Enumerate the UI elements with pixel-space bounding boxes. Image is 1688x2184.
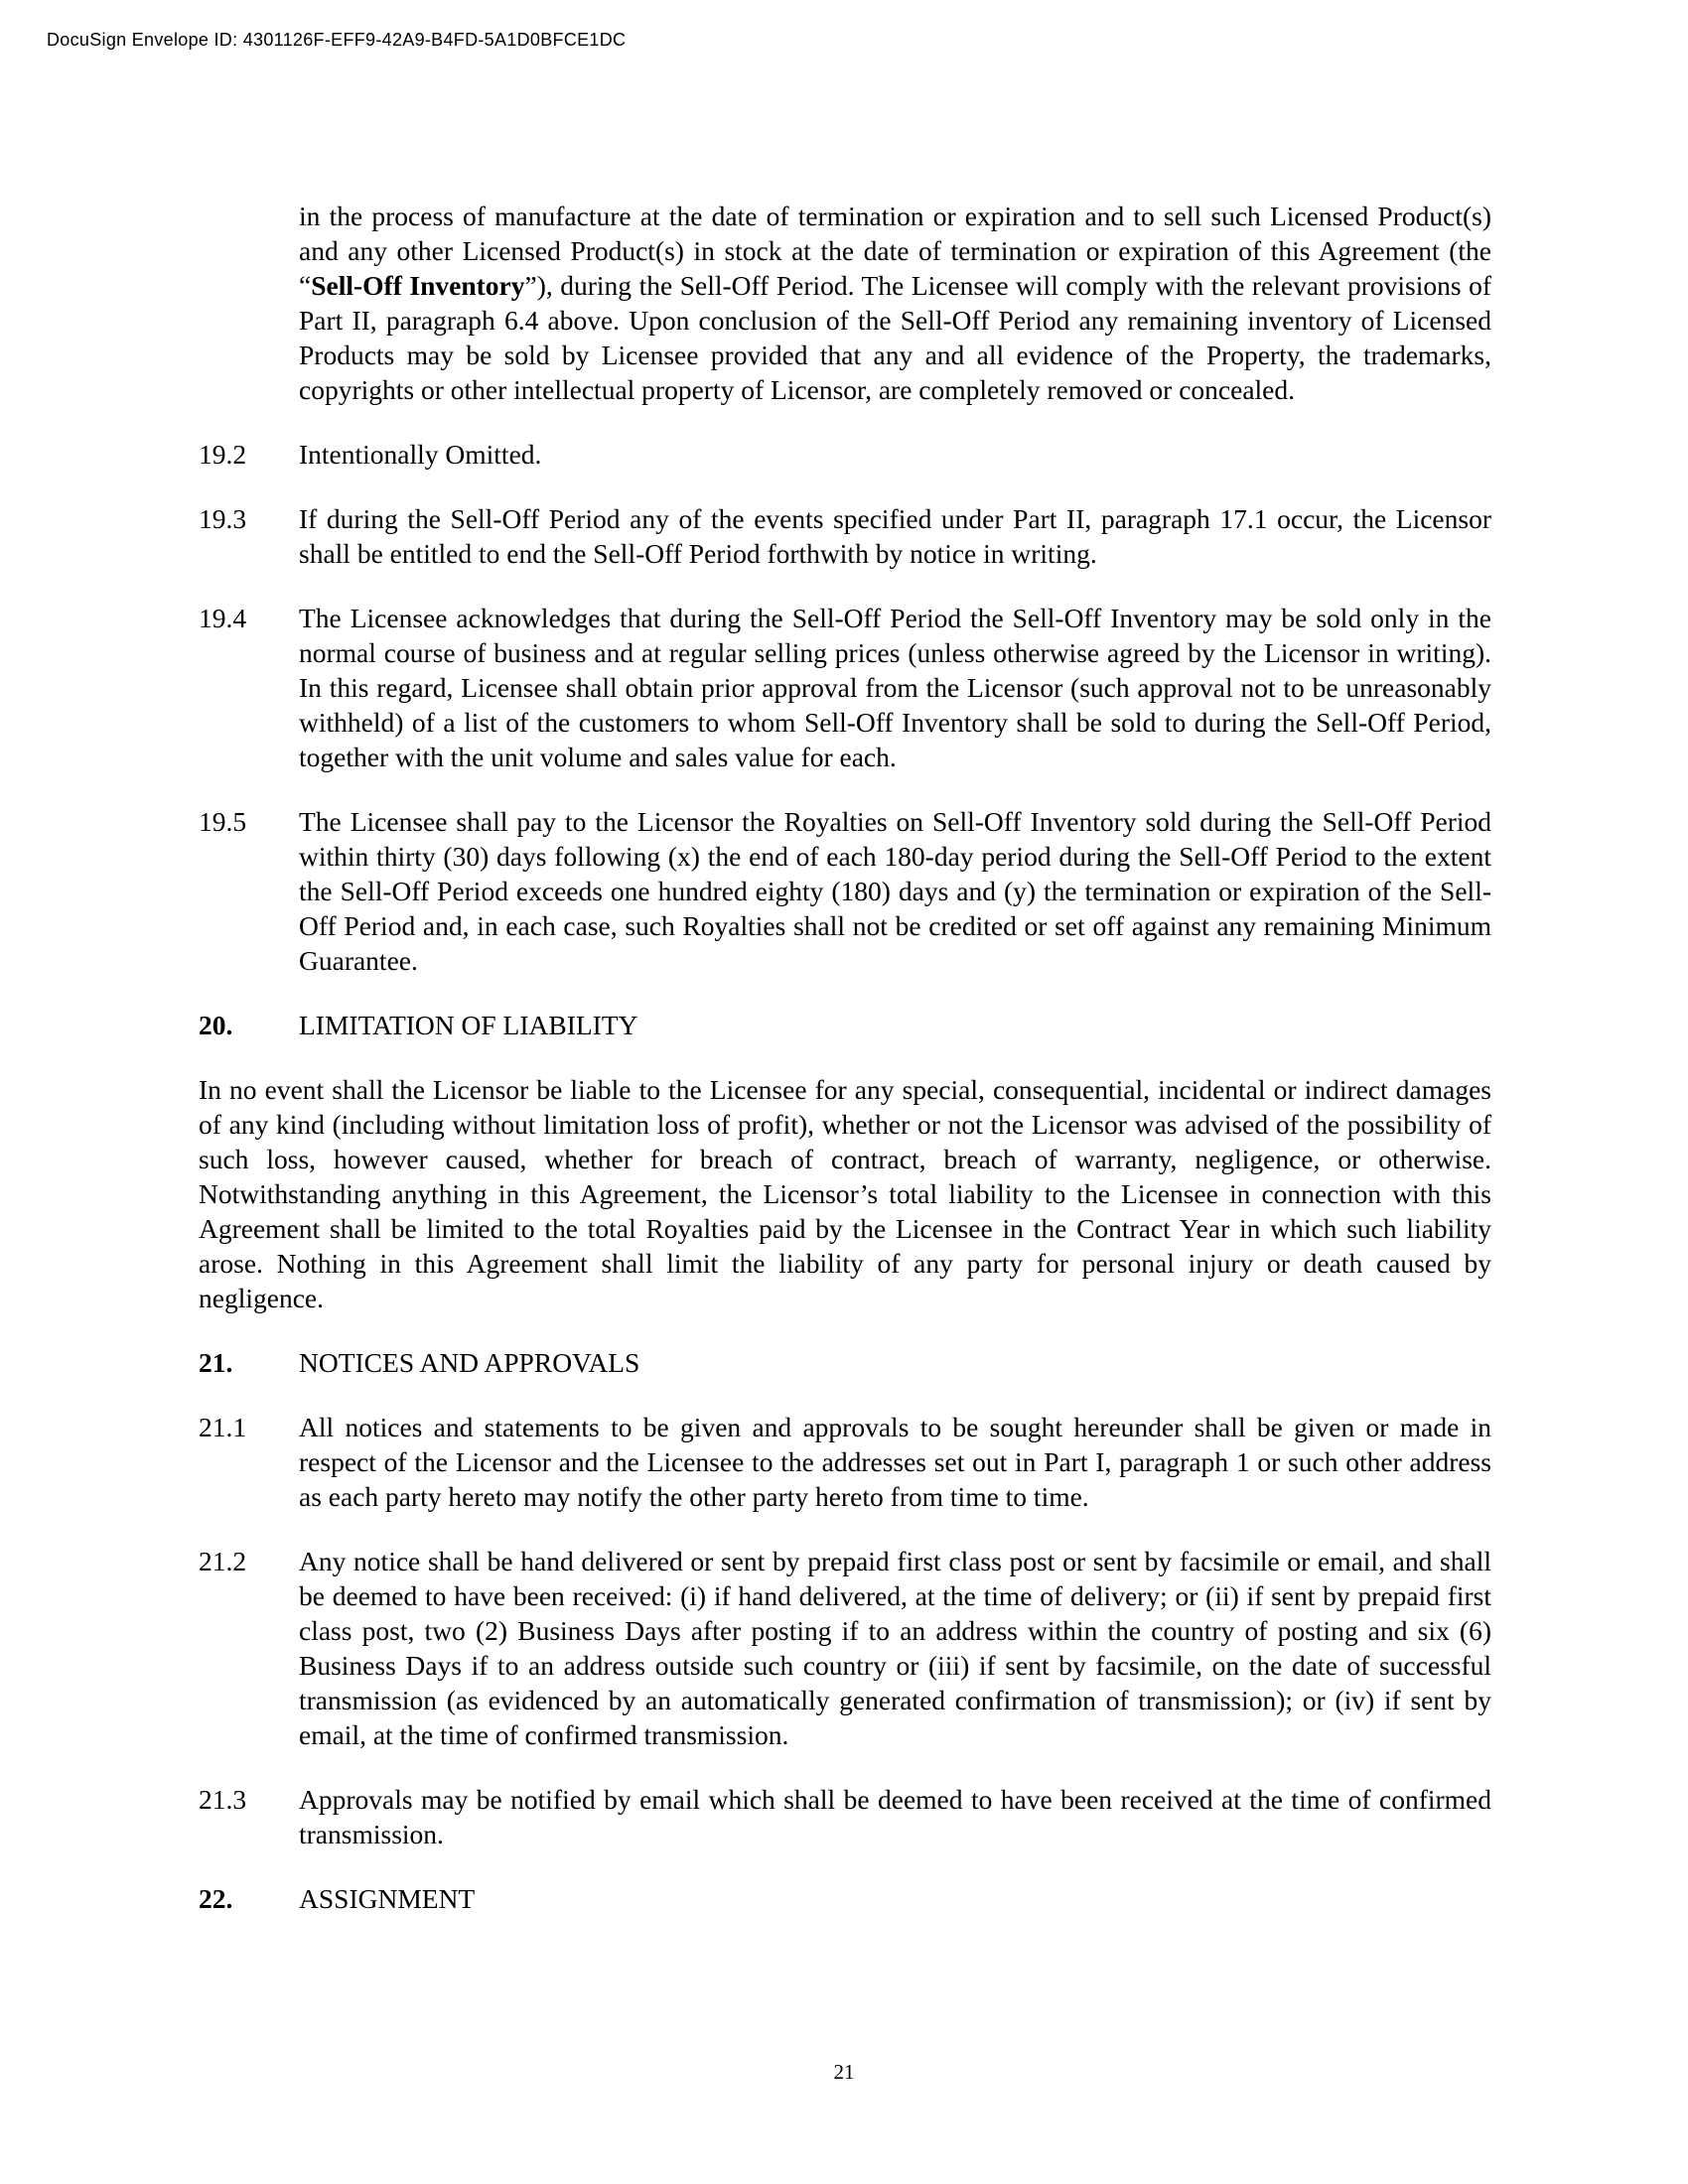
section-number: 21. <box>199 1347 233 1378</box>
clause-21-2 <box>199 1544 1491 1752</box>
section-21-heading <box>199 1345 1491 1380</box>
page-number: 21 <box>833 2060 855 2084</box>
clause-number: 21.2 <box>199 1546 247 1576</box>
clause-number: 19.2 <box>199 439 247 470</box>
clause-text: The Licensee acknowledges that during the Sell-Off Period the Sell-Off Inventory may be sold only in the normal course of business and at regular selling prices (unless otherwise agreed by the Licensor in writing). In this regard, Licensee shall obtain prior approval from the Licensor (such approval not to be unreasonably withheld) of a list of the customers to whom Sell-Off Inventory shall be sold to during the Sell-Off Period, together with the unit volume and sales value for each. <box>299 603 1491 772</box>
clause-text: Approvals may be notified by email which shall be deemed to have been received at the time of confirmed transmission. <box>299 1784 1491 1849</box>
page-content <box>199 199 1491 1946</box>
clause-text: All notices and statements to be given and approvals to be sought hereunder shall be given or made in respect of the Licensor and the Licensee to the addresses set out in Part I, paragraph 1 or such other address as each party hereto may notify the other party hereto from time to time. <box>299 1412 1491 1512</box>
clause-21-1 <box>199 1410 1491 1514</box>
clause-number: 19.5 <box>199 806 247 837</box>
clause-text: ”), during the Sell-Off Period. The Licensee will comply with the relevant provisions of Part II, paragraph 6.4 above. Upon conclusion of the Sell-Off Period any remaining inventory of Licensed Products may be sold by Licensee provided that any and all evidence of the Property, the trademarks, copyrights or other intellectual property of Licensor, are completely removed or concealed. <box>299 270 1491 405</box>
clause-text: in the process of manufacture at the date of termination or expiration and to sell such Licensed Product(s) and any other Licensed Product(s) in stock at the date of termination or expiration of this Agreement (the “ <box>299 201 1491 301</box>
section-title: NOTICES AND APPROVALS <box>299 1347 640 1378</box>
section-title: ASSIGNMENT <box>299 1883 476 1914</box>
section-22-heading <box>199 1881 1491 1916</box>
clause-19-1-continuation <box>299 199 1491 407</box>
clause-number: 19.4 <box>199 603 247 633</box>
clause-19-2 <box>199 437 1491 472</box>
clause-text: If during the Sell-Off Period any of the events specified under Part II, paragraph 17.1 occur, the Licensor shall be entitled to end the Sell-Off Period forthwith by notice in writing. <box>299 503 1491 569</box>
clause-number: 21.1 <box>199 1412 247 1442</box>
clause-19-5 <box>199 804 1491 978</box>
envelope-id: DocuSign Envelope ID: 4301126F-EFF9-42A9-B4FD-5A1D0BFCE1DC <box>47 30 627 50</box>
clause-text: Intentionally Omitted. <box>299 439 542 470</box>
section-number: 22. <box>199 1883 233 1914</box>
clause-number: 19.3 <box>199 503 247 534</box>
section-number: 20. <box>199 1010 233 1040</box>
section-20-body: In no event shall the Licensor be liable to the Licensee for any special, consequential, incidental or indirect damages of any kind (including without limitation loss of profit), whether or not the Licensor was advised of the possibility of such loss, however caused, whether for breach of contract, breach of warranty, negligence, or otherwise. Notwithstanding anything in this Agreement, the Licensor’s total liability to the Licensee in connection with this Agreement shall be limited to the total Royalties paid by the Licensee in the Contract Year in which such liability arose. Nothing in this Agreement shall limit the liability of any party for personal injury or death caused by negligence. <box>199 1074 1491 1313</box>
clause-21-3 <box>199 1782 1491 1851</box>
clause-19-3 <box>199 501 1491 571</box>
clause-number: 21.3 <box>199 1784 247 1815</box>
clause-text: The Licensee shall pay to the Licensor the Royalties on Sell-Off Inventory sold during the Sell-Off Period within thirty (30) days following (x) the end of each 180-day period during the Sell-Off Period to the extent the Sell-Off Period exceeds one hundred eighty (180) days and (y) the termination or expiration of the Sell-Off Period and, in each case, such Royalties shall not be credited or set off against any remaining Minimum Guarantee. <box>299 806 1491 976</box>
defined-term-sell-off-inventory: Sell-Off Inventory <box>311 270 525 301</box>
clause-text: Any notice shall be hand delivered or sent by prepaid first class post or sent by facsimile or email, and shall be deemed to have been received: (i) if hand delivered, at the time of delivery; or (ii) if sent by prepaid first class post, two (2) Business Days after posting if to an address within the country of posting and six (6) Business Days if to an address outside such country or (iii) if sent by facsimile, on the date of successful transmission (as evidenced by an automatically generated confirmation of transmission); or (iv) if sent by email, at the time of confirmed transmission. <box>299 1546 1491 1750</box>
section-title: LIMITATION OF LIABILITY <box>299 1010 638 1040</box>
section-20-heading <box>199 1008 1491 1042</box>
clause-19-4 <box>199 601 1491 774</box>
